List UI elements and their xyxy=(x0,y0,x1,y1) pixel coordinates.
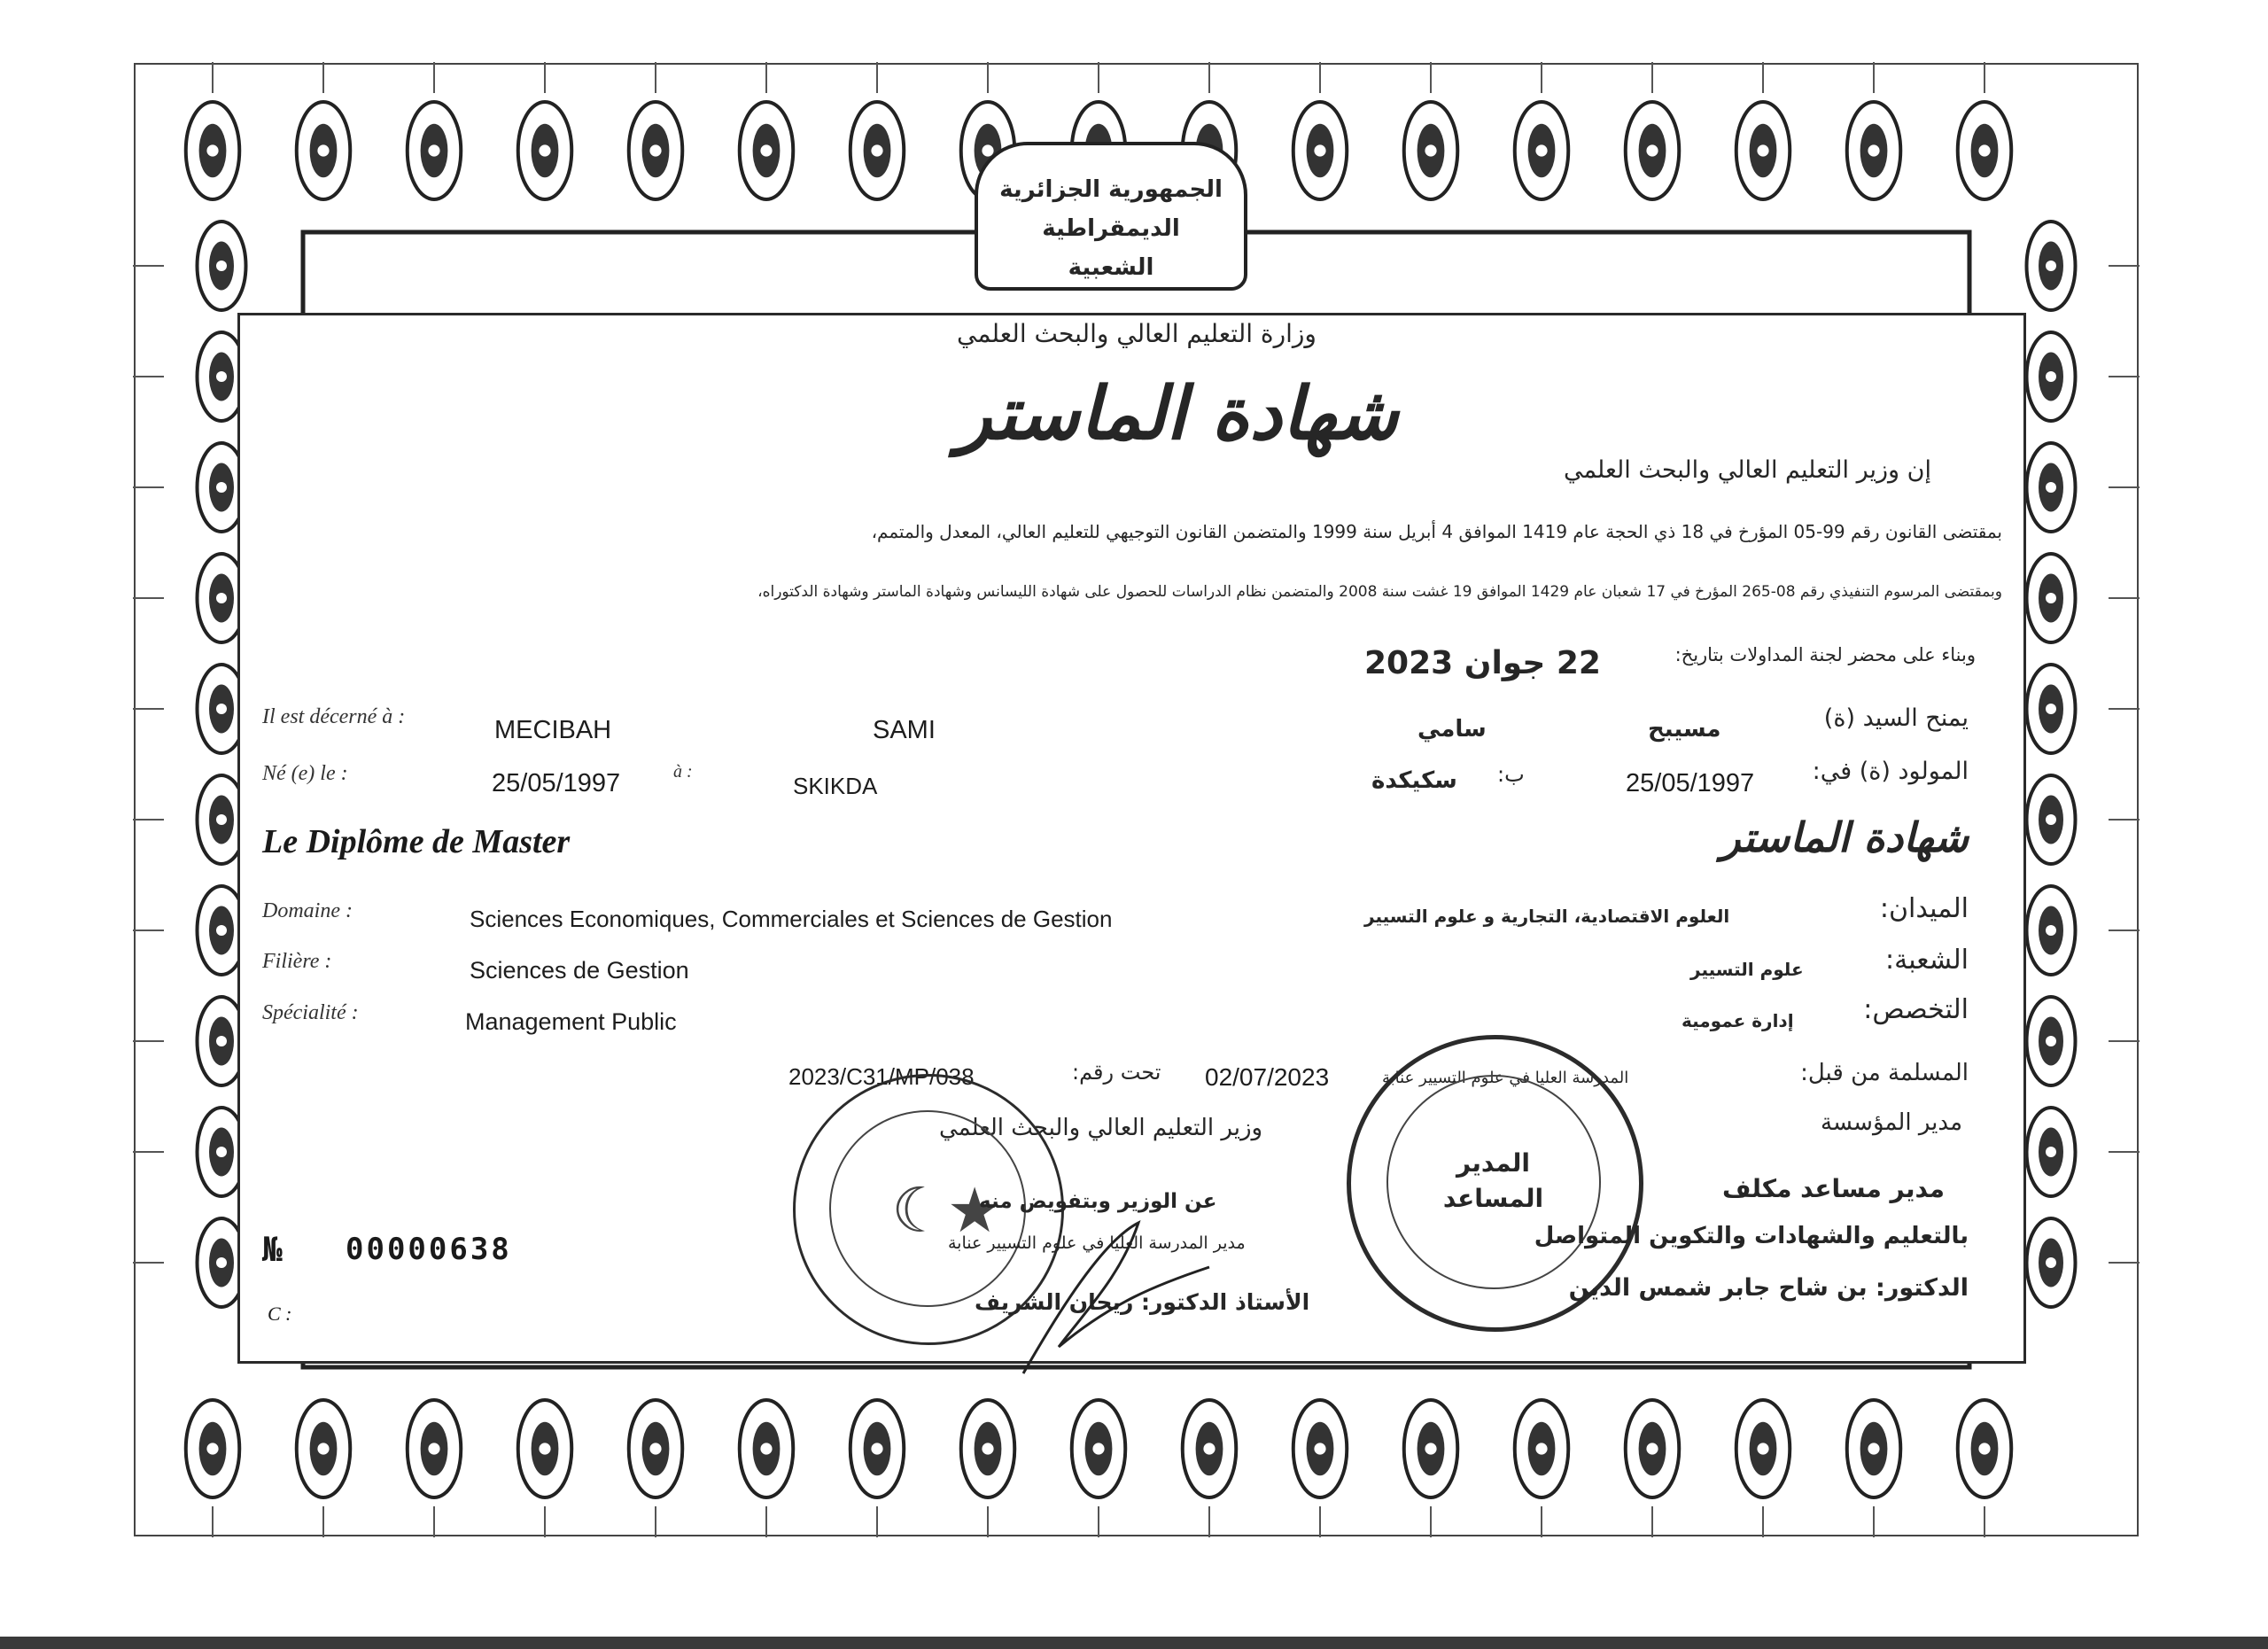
filiere-ar: علوم التسيير xyxy=(1690,959,1804,980)
border-medallion-dot xyxy=(2046,482,2056,493)
border-medallion-dot xyxy=(2046,1257,2056,1268)
border-medallion-dot xyxy=(2046,261,2056,271)
director-label-ar: مدير المؤسسة xyxy=(1821,1109,1962,1136)
republic-title: الجمهورية الجزائرية الديمقراطية الشعبية xyxy=(999,176,1223,281)
filiere-value: Sciences de Gestion xyxy=(470,957,689,984)
birth-place: SKIKDA xyxy=(793,773,878,799)
border-medallion-dot xyxy=(1314,144,1325,156)
border-medallion-dot xyxy=(216,593,227,603)
at-label-ar: ب: xyxy=(1497,762,1525,787)
border-medallion-dot xyxy=(2046,593,2056,603)
registration-number: 2023/C31/MP/038 xyxy=(788,1063,975,1090)
border-medallion-dot xyxy=(317,144,329,156)
minister-label-ar: وزير التعليم العالي والبحث العلمي xyxy=(939,1115,1263,1141)
awarded-label-fr: Il est décerné à : xyxy=(262,705,406,728)
certificate-title-ar: شهادة الماستر xyxy=(957,372,1399,456)
seal-emblem: ☾★ xyxy=(891,1174,1003,1247)
border-medallion-dot xyxy=(206,144,218,156)
border-medallion-dot xyxy=(428,1443,439,1454)
deliberation-date: 22 جوان 2023 xyxy=(1364,645,1601,681)
border-medallion-dot xyxy=(1868,1443,1879,1454)
issued-by-ar: المدرسة العليا في علوم التسيير عنابة xyxy=(1382,1069,1629,1087)
at-label-fr: à : xyxy=(673,762,693,782)
c-label: C : xyxy=(268,1303,292,1325)
border-medallion-dot xyxy=(1646,144,1658,156)
border-medallion-dot xyxy=(1425,1443,1436,1454)
border-medallion-dot xyxy=(2046,814,2056,825)
specialite-ar: إدارة عمومية xyxy=(1682,1010,1794,1031)
issue-date: 02/07/2023 xyxy=(1205,1063,1330,1091)
border-medallion-dot xyxy=(1978,144,1990,156)
border-medallion-dot xyxy=(1092,1443,1104,1454)
signature-left-line-2: مدير المدرسة العليا في علوم التسيير عنابة xyxy=(948,1233,1246,1253)
border-medallion-dot xyxy=(428,144,439,156)
border-medallion-dot xyxy=(539,1443,550,1454)
domaine-label: Domaine : xyxy=(262,899,353,922)
signature-left-line-1: عن الوزير وبتفويض منه xyxy=(979,1190,1217,1213)
border-medallion-dot xyxy=(539,144,550,156)
signature-right-line-2: بالتعليم والشهادات والتكوين المتواصل xyxy=(1534,1223,1969,1249)
border-medallion-dot xyxy=(1757,144,1768,156)
border-medallion-dot xyxy=(760,144,772,156)
border-medallion-dot xyxy=(216,1257,227,1268)
signature-right-line-3: الدكتور: بن شاح جابر شمس الدين xyxy=(1568,1274,1969,1302)
republic-cartouche xyxy=(975,142,1247,291)
stamp-center-text: المدير المساعد xyxy=(1442,1148,1544,1213)
signature-stroke xyxy=(1023,1223,1209,1373)
diploma-title-fr: Le Diplôme de Master xyxy=(262,823,571,860)
border-medallion-dot xyxy=(216,261,227,271)
preamble-line-1: إن وزير التعليم العالي والبحث العلمي xyxy=(1563,456,1931,484)
ministry-title: وزارة التعليم العالي والبحث العلمي xyxy=(957,319,1317,348)
specialite-label: Spécialité : xyxy=(262,1001,359,1024)
preamble-line-4: وبناء على محضر لجنة المداولات بتاريخ: xyxy=(1674,644,1976,665)
border-medallion-dot xyxy=(871,144,882,156)
border-medallion-dot xyxy=(317,1443,329,1454)
scan-edge xyxy=(0,1637,2268,1649)
border-medallion-dot xyxy=(216,1036,227,1046)
border-medallion-dot xyxy=(2046,371,2056,382)
filiere-label: Filière : xyxy=(262,950,332,973)
border-medallion-dot xyxy=(1868,144,1879,156)
born-label-ar: المولود (ة) في: xyxy=(1812,758,1969,785)
border-medallion-dot xyxy=(216,1147,227,1157)
border-medallion-dot xyxy=(2046,1036,2056,1046)
domaine-ar: العلوم الاقتصادية، التجارية و علوم التسيير xyxy=(1364,906,1730,927)
birth-place-ar: سكيكدة xyxy=(1371,767,1457,794)
given-name: SAMI xyxy=(873,716,936,744)
specialite-value: Management Public xyxy=(465,1008,677,1035)
border-medallion-dot xyxy=(216,704,227,714)
birth-date: 25/05/1997 xyxy=(492,769,621,797)
issued-by-label-ar: المسلمة من قبل: xyxy=(1800,1060,1969,1086)
border-medallion-dot xyxy=(871,1443,882,1454)
border-medallion-dot xyxy=(216,482,227,493)
border-medallion-dot xyxy=(649,144,661,156)
serial-label: № xyxy=(262,1230,283,1269)
border-medallion-dot xyxy=(1978,1443,1990,1454)
specialite-label-ar: التخصص: xyxy=(1863,994,1969,1025)
born-label-fr: Né (e) le : xyxy=(262,762,348,785)
awarded-label-ar: يمنح السيد (ة) xyxy=(1823,704,1969,732)
border-medallion-dot xyxy=(982,1443,993,1454)
preamble-line-3: وبمقتضى المرسوم التنفيذي رقم 08-265 المؤرخ في 17 شعبان عام 1429 الموافق 19 غشت سنة 2008 والمتضمن نظام الدراسات للحصول على شهادة الليسانس وشهادة الماستر وشهادة الدكتوراه، xyxy=(757,583,2002,601)
surname-ar: مسيبح xyxy=(1648,716,1721,743)
signature-right-line-1: مدير مساعد مكلف xyxy=(1722,1174,1945,1203)
border-medallion-dot xyxy=(1757,1443,1768,1454)
border-medallion-dot xyxy=(2046,925,2056,936)
serial-number: 00000638 xyxy=(346,1232,512,1267)
number-label-ar: تحت رقم: xyxy=(1072,1060,1161,1085)
diploma-title-ar: شهادة الماستر xyxy=(1720,813,1969,861)
preamble-line-2: بمقتضى القانون رقم 99-05 المؤرخ في 18 ذي الحجة عام 1419 الموافق 4 أبريل سنة 1999 والمتضمن القانون التوجيهي للتعليم العالي، المعدل والمتمم، xyxy=(871,521,2002,542)
birth-date-ar-side: 25/05/1997 xyxy=(1626,769,1755,797)
border-medallion-dot xyxy=(1425,144,1436,156)
border-medallion-dot xyxy=(206,1443,218,1454)
border-medallion-dot xyxy=(216,925,227,936)
border-medallion-dot xyxy=(1535,144,1547,156)
domaine-value: Sciences Economiques, Commerciales et Sciences de Gestion xyxy=(470,906,1113,932)
handwritten-signature xyxy=(1006,1205,1236,1382)
border-medallion-dot xyxy=(1203,1443,1215,1454)
border-medallion-dot xyxy=(1646,1443,1658,1454)
given-name-ar: سامي xyxy=(1418,716,1487,743)
surname: MECIBAH xyxy=(494,716,612,744)
filiere-label-ar: الشعبة: xyxy=(1885,945,1969,976)
border-medallion-dot xyxy=(649,1443,661,1454)
border-medallion-dot xyxy=(216,371,227,382)
signature-left-line-3: الأستاذ الدكتور: ريحان الشريف xyxy=(975,1289,1310,1315)
border-medallion-dot xyxy=(216,814,227,825)
border-medallion-dot xyxy=(1535,1443,1547,1454)
border-medallion-dot xyxy=(2046,704,2056,714)
border-medallion-dot xyxy=(1314,1443,1325,1454)
border-medallion-dot xyxy=(760,1443,772,1454)
border-medallion-dot xyxy=(2046,1147,2056,1157)
domaine-label-ar: الميدان: xyxy=(1879,893,1969,924)
